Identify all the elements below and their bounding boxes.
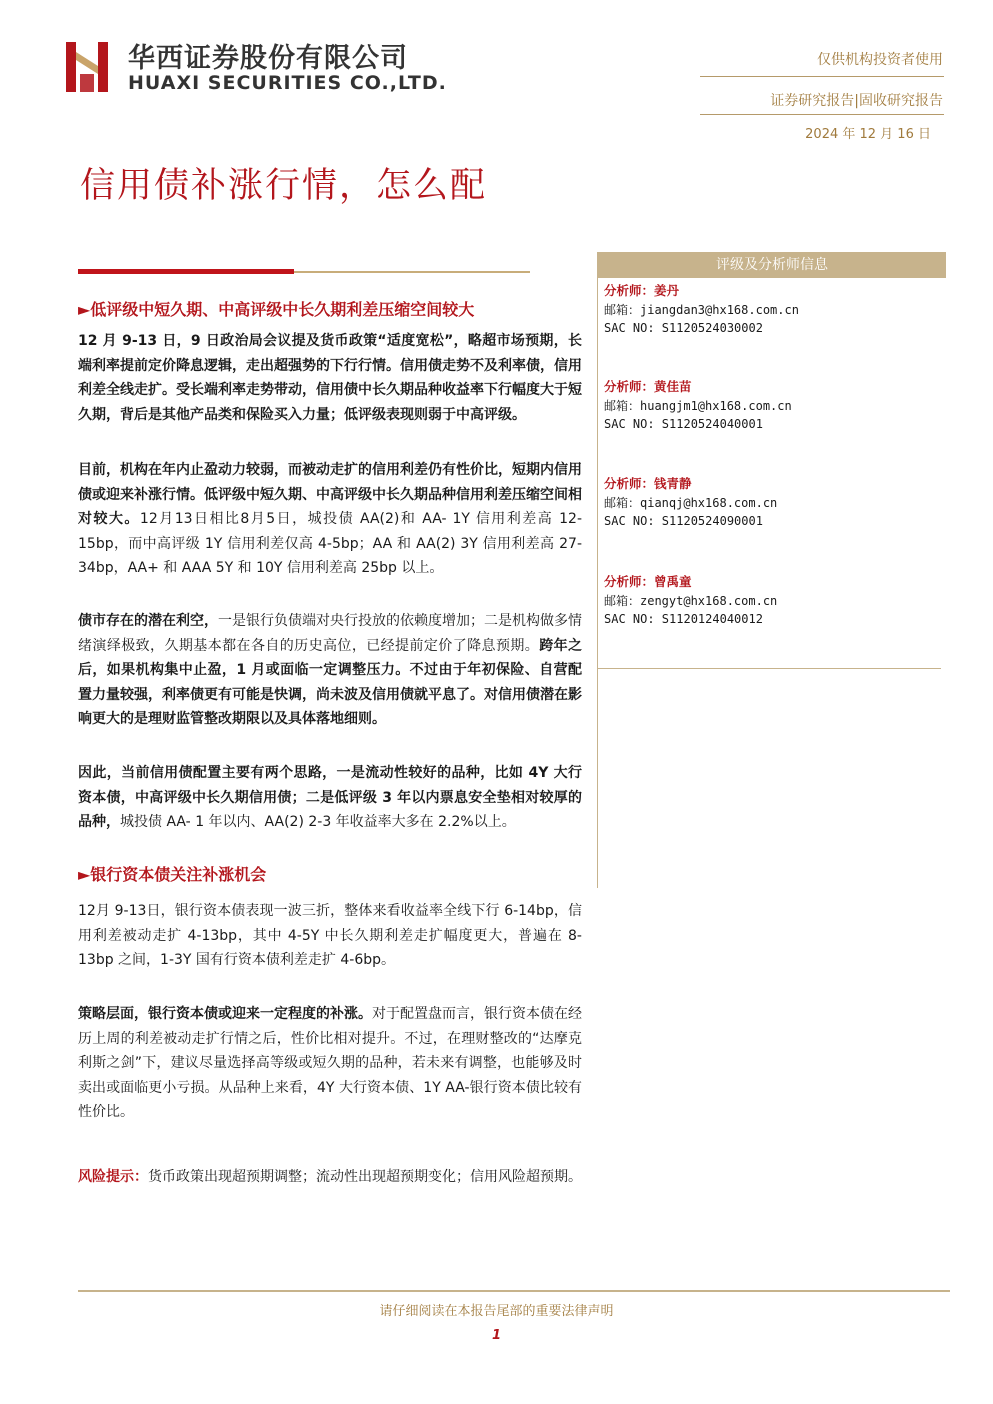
analyst-sac: SAC NO: S1120124040012 bbox=[604, 612, 763, 626]
paragraph-bold: 策略层面，银行资本债或迎来一定程度的补涨。 bbox=[78, 1006, 372, 1022]
analyst-email[interactable]: 邮箱：jiangdan3@hx168.com.cn bbox=[604, 302, 799, 317]
company-name-en: HUAXI SECURITIES CO.,LTD. bbox=[128, 72, 447, 94]
paragraph-bold: 债市存在的潜在利空， bbox=[78, 613, 218, 629]
analyst-card bbox=[604, 378, 792, 434]
audience-note: 仅供机构投资者使用 bbox=[817, 52, 943, 68]
paragraph-text: 12月13日相比8月5日，城投债 AA(2)和 AA- 1Y 信用利差高 12-15bp，而中高评级 1Y 信用利差仅高 4-5bp；AA 和 AA(2) 3Y 信用利差高 27-34bp，AA+ 和 AAA 5Y 和 10Y 信用利差高 25bp 以上。 bbox=[78, 511, 583, 576]
paragraph-4 bbox=[78, 761, 582, 835]
company-name-cn: 华西证券股份有限公司 bbox=[128, 43, 408, 74]
analyst-sac: SAC NO: S1120524030002 bbox=[604, 321, 763, 335]
header-divider bbox=[700, 76, 944, 77]
report-type: 证券研究报告|固收研究报告 bbox=[770, 93, 943, 109]
report-title: 信用债补涨行情，怎么配 bbox=[80, 166, 488, 206]
page-number: 1 bbox=[491, 1328, 502, 1343]
analyst-card bbox=[604, 475, 777, 531]
header-divider-2 bbox=[700, 114, 944, 115]
report-date: 2024 年 12 月 16 日 bbox=[805, 127, 931, 142]
paragraph-text: 城投债 AA- 1 年以内、AA(2) 2-3 年收益率大多在 2.2%以上。 bbox=[120, 814, 516, 830]
analyst-sidebar bbox=[597, 252, 946, 888]
analyst-card bbox=[604, 573, 777, 629]
risk-text: 货币政策出现超预期调整；流动性出现超预期变化；信用风险超预期。 bbox=[148, 1169, 582, 1185]
analyst-sac: SAC NO: S1120524040001 bbox=[604, 417, 763, 431]
analyst-email[interactable]: 邮箱：zengyt@hx168.com.cn bbox=[604, 593, 778, 608]
analyst-email[interactable]: 邮箱：huangjm1@hx168.com.cn bbox=[604, 398, 792, 413]
paragraph-text: 对于配置盘而言，银行资本债在经历上周的利差被动走扩行情之后，性价比相对提升。不过，在理财整改的“达摩克利斯之剑”下，建议尽量选择高等级或短久期的品种，若未来有调整，也能够及时卖出或面临更小亏损。从品种上来看，4Y 大行资本债、1Y AA-银行资本债比较有性价比。 bbox=[78, 1006, 582, 1120]
title-bar-tan bbox=[294, 271, 530, 273]
paragraph-5 bbox=[78, 899, 582, 973]
paragraph-1 bbox=[78, 329, 582, 427]
paragraph-text: 一是银行负债端对央行投放的依赖度增加；二是机构做多情绪演绎极致，久期基本都在各自的历史高位，已经提前定价了降息预期。 bbox=[78, 613, 582, 654]
paragraph-bold: 12 月 9-13 日，9 日政治局会议提及货币政策“适度宽松”，略超市场预期，长端利率提前定价降息逻辑，走出超强势的下行行情。信用债走势不及利率债，信用利差全线走扩。受长端利率走势带动，信用债中长久期品种收益率下行幅度大于短久期，背后是其他产品类和保险买入力量；低评级表现则弱于中高评级。 bbox=[78, 333, 582, 423]
risk-label: 风险提示： bbox=[78, 1169, 148, 1185]
paragraph-text: 12月 9-13日，银行资本债表现一波三折，整体来看收益率全线下行 6-14bp，信用利差被动走扩 4-13bp，其中 4-5Y 中长久期利差走扩幅度更大，普遍在 8-13bp 之间，1-3Y 国有行资本债利差走扩 4-6bp。 bbox=[78, 903, 582, 968]
sidebar-divider bbox=[597, 668, 941, 669]
paragraph-6 bbox=[78, 1002, 582, 1125]
sidebar-heading: 评级及分析师信息 bbox=[598, 252, 946, 278]
analyst-sac: SAC NO: S1120524090001 bbox=[604, 514, 763, 528]
section-heading-2: ►银行资本债关注补涨机会 bbox=[78, 865, 267, 884]
risk-warning bbox=[78, 1165, 582, 1190]
paragraph-bold-2: 跨年之后，如果机构集中止盈，1 月或面临一定调整压力。不过由于年初保险、自营配置力量较强，利率债更有可能是快调，尚未波及信用债就平息了。对信用债潜在影响更大的是理财监管整改期限以及具体落地细则。 bbox=[78, 637, 583, 727]
paragraph-bold: 因此，当前信用债配置主要有两个思路，一是流动性较好的品种，比如 4Y 大行资本债，中高评级中长久期信用债；二是低评级 3 年以内票息安全垫相对较厚的品种， bbox=[78, 765, 582, 830]
paragraph-3 bbox=[78, 609, 582, 732]
analyst-email[interactable]: 邮箱：qianqj@hx168.com.cn bbox=[604, 495, 778, 510]
paragraph-bold: 目前，机构在年内止盈动力较弱，而被动走扩的信用利差仍有性价比，短期内信用债或迎来补涨行情。低评级中短久期、中高评级中长久期品种信用利差压缩空间相对较大。 bbox=[78, 462, 582, 527]
analyst-name: 分析师：黄佳苗 bbox=[604, 379, 692, 394]
analyst-card bbox=[604, 282, 799, 338]
paragraph-2 bbox=[78, 458, 582, 581]
section-heading-1: ►低评级中短久期、中高评级中长久期利差压缩空间较大 bbox=[78, 300, 475, 319]
footer-divider bbox=[78, 1290, 950, 1292]
legal-notice: 请仔细阅读在本报告尾部的重要法律声明 bbox=[379, 1304, 614, 1319]
analyst-name: 分析师：曾禹童 bbox=[604, 574, 692, 589]
company-logo-icon bbox=[66, 40, 110, 94]
analyst-name: 分析师：姜丹 bbox=[604, 283, 680, 298]
analyst-name: 分析师：钱青静 bbox=[604, 476, 692, 491]
title-bar-red bbox=[78, 269, 294, 274]
